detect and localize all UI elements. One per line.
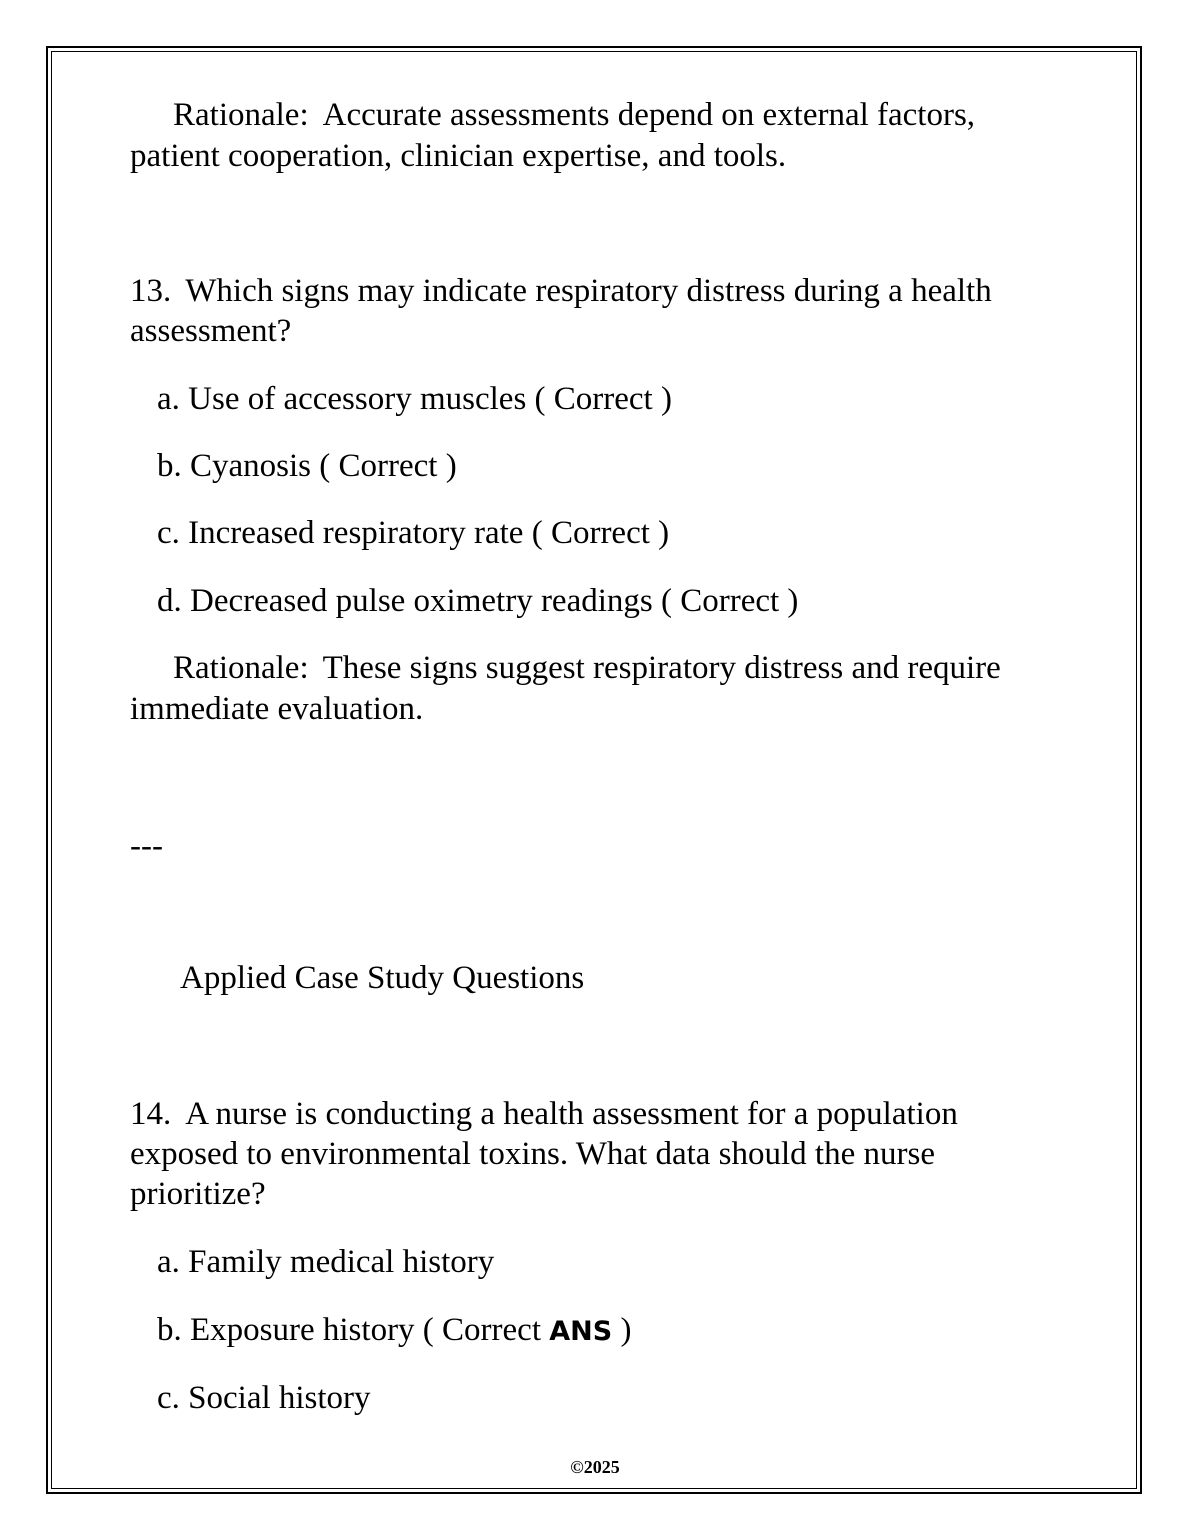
section-separator: --- — [130, 828, 163, 864]
q13-option-b: b. Cyanosis ( Correct ) — [157, 448, 457, 484]
q14-option-b-text: b. Exposure history ( Correct — [157, 1312, 541, 1348]
q14-option-a: a. Family medical history — [157, 1244, 495, 1280]
q14-question-line2: exposed to environmental toxins. What data should the nurse — [130, 1136, 935, 1172]
q12-rationale-text: Accurate assessments depend on external factors, — [322, 97, 976, 133]
q14-question-text: A nurse is conducting a health assessment for a population — [185, 1096, 958, 1132]
q13-question-line1 — [130, 271, 992, 311]
q13-number: 13. — [130, 273, 172, 309]
q13-option-d: d. Decreased pulse oximetry readings ( Correct ) — [157, 583, 799, 619]
q13-option-a: a. Use of accessory muscles ( Correct ) — [157, 381, 672, 417]
copyright-footer: ©2025 — [570, 1457, 620, 1477]
q13-rationale-text: These signs suggest respiratory distress and require — [322, 650, 1001, 686]
q14-option-b-close: ) — [620, 1312, 632, 1348]
q13-question-line2: assessment? — [130, 313, 292, 349]
q14-question-line1 — [130, 1094, 958, 1134]
q13-question-text: Which signs may indicate respiratory distress during a health — [185, 273, 992, 309]
q13-rationale-line1 — [173, 648, 1001, 688]
q14-question-line3: prioritize? — [130, 1176, 266, 1212]
q12-rationale-label: Rationale: — [173, 97, 309, 133]
q12-rationale-line2: patient cooperation, clinician expertise, and tools. — [130, 138, 787, 174]
q14-option-b — [157, 1310, 631, 1352]
q14-answer-marker: ANS — [549, 1316, 613, 1347]
q13-rationale-line2: immediate evaluation. — [130, 691, 424, 727]
q13-rationale-label: Rationale: — [173, 650, 309, 686]
q12-rationale-line1 — [173, 95, 975, 135]
section-heading: Applied Case Study Questions — [180, 960, 585, 996]
q13-option-c: c. Increased respiratory rate ( Correct ) — [157, 515, 670, 551]
q14-number: 14. — [130, 1096, 172, 1132]
q14-option-c: c. Social history — [157, 1380, 371, 1416]
